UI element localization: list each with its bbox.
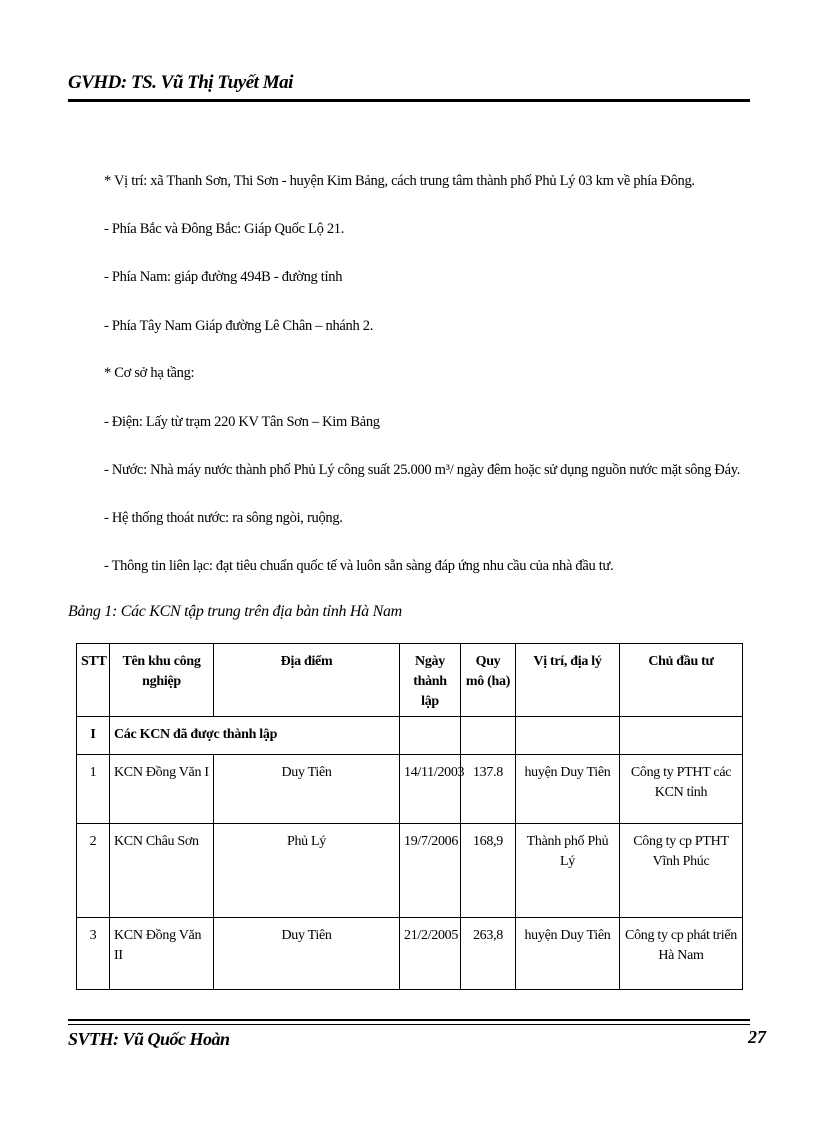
footer-rule [68, 1019, 750, 1021]
row-name: KCN Đồng Văn I [110, 755, 214, 824]
row-date: 21/2/2005 [400, 918, 461, 990]
body-line-location: * Vị trí: xã Thanh Sơn, Thi Sơn - huyện Kim Bảng, cách trung tâm thành phố Phủ Lý 03 km về phía Đông. [104, 173, 695, 189]
row-stt: 2 [77, 824, 110, 918]
row-location: Phủ Lý [214, 824, 400, 918]
row-position: huyện Duy Tiên [516, 755, 620, 824]
header-title: GVHD: TS. Vũ Thị Tuyết Mai [68, 72, 293, 93]
header-stt: STT [77, 644, 110, 717]
footer-rule-thin [68, 1024, 750, 1025]
table-caption: Bảng 1: Các KCN tập trung trên địa bàn tỉnh Hà Nam [68, 603, 402, 620]
row-investor: Công ty cp phát triển Hà Nam [620, 918, 743, 990]
table-group-row [77, 717, 743, 755]
group-label: Các KCN đã được thành lập [110, 717, 400, 755]
page-number: 27 [748, 1027, 766, 1047]
body-line-infrastructure: * Cơ sở hạ tầng: [104, 365, 195, 381]
footer-student-name: SVTH: Vũ Quốc Hoàn [68, 1029, 230, 1049]
body-line-water: - Nước: Nhà máy nước thành phố Phủ Lý công suất 25.000 m³/ ngày đêm hoặc sử dụng nguồn nước mặt sông Đáy. [104, 462, 741, 478]
row-scale: 168,9 [461, 824, 516, 918]
header-location: Địa điểm [214, 644, 400, 717]
body-line-north: - Phía Bắc và Đông Bắc: Giáp Quốc Lộ 21. [104, 221, 345, 237]
row-name: KCN Châu Sơn [110, 824, 214, 918]
row-investor: Công ty PTHT các KCN tỉnh [620, 755, 743, 824]
empty-cell [400, 717, 461, 755]
row-scale: 263,8 [461, 918, 516, 990]
header-rule [68, 99, 750, 102]
header-position: Vị trí, địa lý [516, 644, 620, 717]
row-position: huyện Duy Tiên [516, 918, 620, 990]
row-date: 14/11/2003 [400, 755, 461, 824]
body-line-drainage: - Hệ thống thoát nước: ra sông ngòi, ruộng. [104, 510, 343, 526]
row-date: 19/7/2006 [400, 824, 461, 918]
body-line-communication: - Thông tin liên lạc: đạt tiêu chuẩn quốc tế và luôn sẵn sàng đáp ứng nhu cầu của nhà đầu tư. [104, 558, 614, 574]
body-line-south: - Phía Nam: giáp đường 494B - đường tỉnh [104, 269, 343, 285]
header-date: Ngày thành lập [400, 644, 461, 717]
row-scale: 137.8 [461, 755, 516, 824]
row-name: KCN Đồng Văn II [110, 918, 214, 990]
header-scale: Quy mô (ha) [461, 644, 516, 717]
row-position: Thành phố Phủ Lý [516, 824, 620, 918]
body-line-electricity: - Điện: Lấy từ trạm 220 KV Tân Sơn – Kim Bảng [104, 414, 380, 430]
table-row [77, 824, 743, 918]
header-name: Tên khu công nghiệp [110, 644, 214, 717]
empty-cell [516, 717, 620, 755]
table-row [77, 755, 743, 824]
industrial-zones-table [76, 643, 743, 990]
group-stt: I [77, 717, 110, 755]
header-investor: Chủ đầu tư [620, 644, 743, 717]
row-stt: 3 [77, 918, 110, 990]
row-location: Duy Tiên [214, 918, 400, 990]
row-stt: 1 [77, 755, 110, 824]
table-row [77, 918, 743, 990]
empty-cell [461, 717, 516, 755]
empty-cell [620, 717, 743, 755]
row-location: Duy Tiên [214, 755, 400, 824]
body-line-southwest: - Phía Tây Nam Giáp đường Lê Chân – nhánh 2. [104, 318, 374, 334]
table-header-row [77, 644, 743, 717]
row-investor: Công ty cp PTHT Vĩnh Phúc [620, 824, 743, 918]
